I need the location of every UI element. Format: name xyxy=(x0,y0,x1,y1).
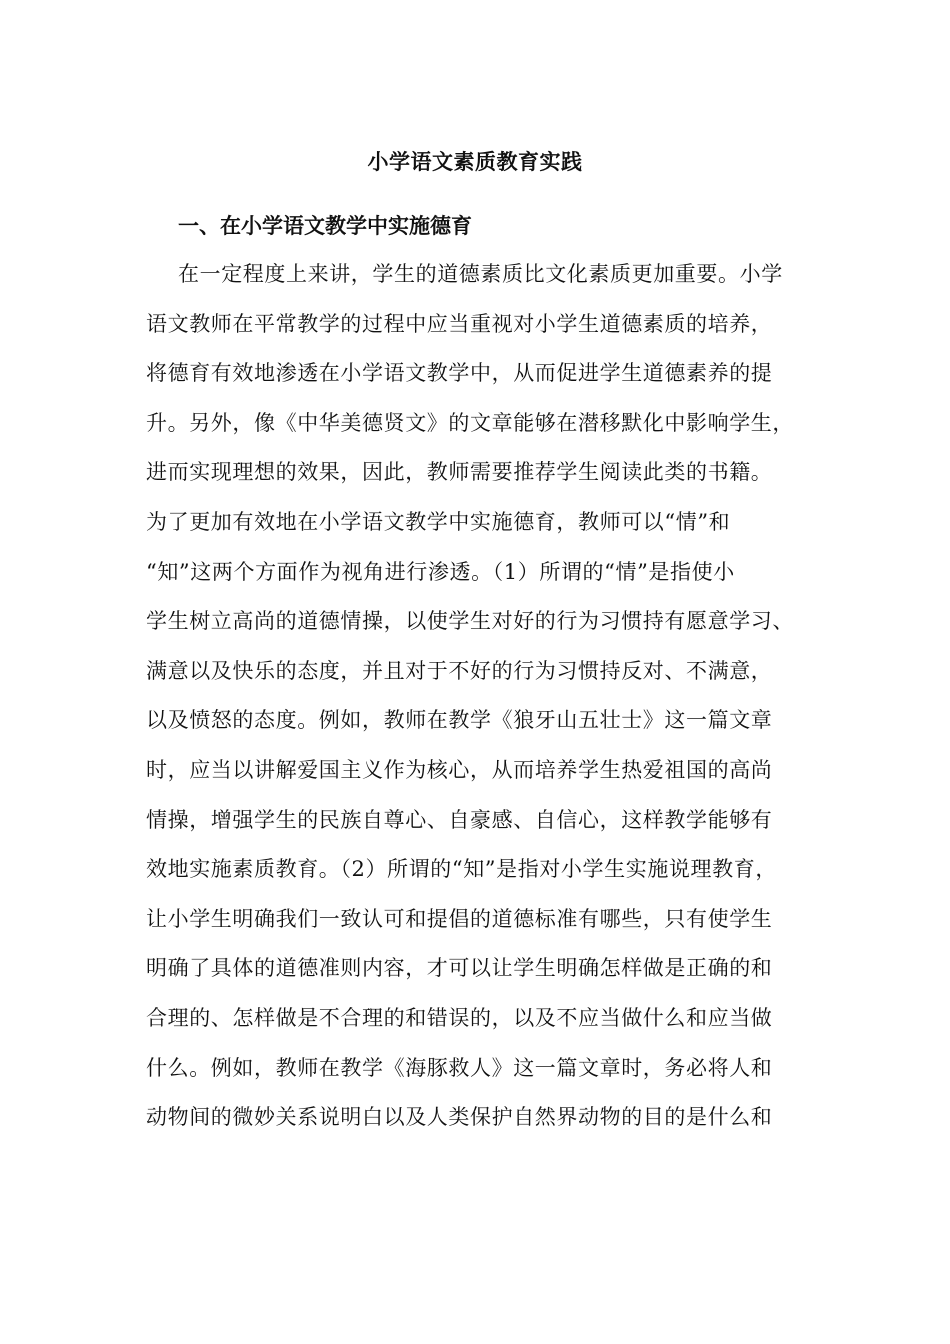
text-line: 升。另外，像《中华美德贤文》的文章能够在潜移默化中影响学生， xyxy=(146,410,794,435)
text-line: 合理的、怎样做是不合理的和错误的，以及不应当做什么和应当做 xyxy=(146,1005,773,1030)
text-line: 情操，增强学生的民族自尊心、自豪感、自信心，这样教学能够有 xyxy=(146,807,773,832)
body-paragraph xyxy=(146,258,826,1151)
text-line: 将德育有效地渗透在小学语文教学中，从而促进学生道德素养的提 xyxy=(146,361,773,386)
text-line: 学生树立高尚的道德情操，以使学生对好的行为习惯持有愿意学习、 xyxy=(146,609,794,634)
text-line: 以及愤怒的态度。例如，教师在教学《狼牙山五壮士》这一篇文章 xyxy=(146,708,773,733)
text-line: 动物间的微妙关系说明白以及人类保护自然界动物的目的是什么和 xyxy=(146,1105,773,1130)
text-line: 让小学生明确我们一致认可和提倡的道德标准有哪些，只有使学生 xyxy=(146,906,773,931)
text-line: 语文教师在平常教学的过程中应当重视对小学生道德素质的培养， xyxy=(146,311,773,336)
section-heading: 一、在小学语文教学中实施德育 xyxy=(178,213,472,238)
text-line: 明确了具体的道德准则内容，才可以让学生明确怎样做是正确的和 xyxy=(146,956,773,981)
text-line: 什么。例如，教师在教学《海豚救人》这一篇文章时，务必将人和 xyxy=(146,1055,773,1080)
text-line: 为了更加有效地在小学语文教学中实施德育，教师可以“情”和 xyxy=(146,509,731,534)
document-title: 小学语文素质教育实践 xyxy=(367,149,583,174)
text-line: “知”这两个方面作为视角进行渗透。（1）所谓的“情”是指使小 xyxy=(146,559,735,584)
text-line: 进而实现理想的效果，因此，教师需要推荐学生阅读此类的书籍。 xyxy=(146,460,773,485)
text-line: 在一定程度上来讲，学生的道德素质比文化素质更加重要。小学 xyxy=(178,262,783,286)
text-line: 效地实施素质教育。（2）所谓的“知”是指对小学生实施说理教育， xyxy=(146,857,777,882)
text-line: 满意以及快乐的态度，并且对于不好的行为习惯持反对、不满意， xyxy=(146,658,773,683)
text-line: 时，应当以讲解爱国主义作为核心，从而培养学生热爱祖国的高尚 xyxy=(146,757,773,782)
